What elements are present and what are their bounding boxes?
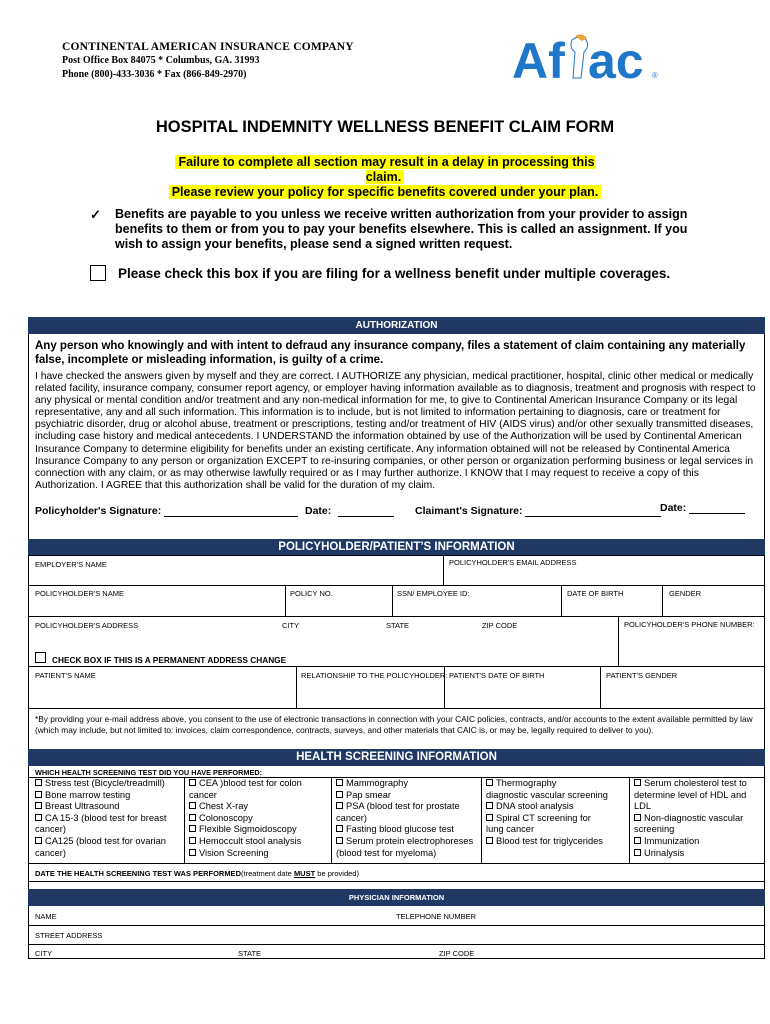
grid-line bbox=[561, 585, 562, 616]
test-option-cont: screening bbox=[634, 824, 675, 835]
assignment-note bbox=[90, 207, 695, 252]
relationship-field[interactable]: RELATIONSHIP TO THE POLICYHOLDER: bbox=[301, 671, 448, 680]
checkbox-icon[interactable] bbox=[35, 814, 42, 821]
permanent-address-label: CHECK BOX IF THIS IS A PERMANENT ADDRESS CHANGE bbox=[52, 655, 287, 665]
screening-col-3 bbox=[336, 778, 473, 859]
grid-line bbox=[28, 585, 765, 586]
test-option[interactable]: Spiral CT screening for bbox=[486, 813, 608, 825]
date-2-line[interactable] bbox=[689, 504, 745, 514]
test-option-cont: diagnostic vascular screening bbox=[486, 789, 608, 800]
warning-notice bbox=[155, 155, 615, 200]
warning-line-2: Please review your policy for specific benefits covered under your plan. bbox=[169, 185, 602, 199]
grid-line bbox=[331, 777, 332, 863]
test-option[interactable]: Colonoscopy bbox=[189, 813, 302, 825]
test-option[interactable]: Serum protein electrophoreses bbox=[336, 836, 473, 848]
test-option[interactable]: Breast Ultrasound bbox=[35, 801, 166, 813]
screening-col-2 bbox=[189, 778, 302, 859]
test-option-cont: lung cancer bbox=[486, 824, 535, 835]
zip-field[interactable]: ZIP CODE bbox=[482, 621, 518, 630]
company-header bbox=[62, 40, 354, 82]
grid-line bbox=[28, 944, 765, 945]
test-option[interactable]: Blood test for triglycerides bbox=[486, 836, 608, 848]
test-option[interactable]: PSA (blood test for prostate bbox=[336, 801, 473, 813]
test-option-cont: cancer) bbox=[35, 824, 67, 835]
grid-line bbox=[662, 585, 663, 616]
warning-line-1: Failure to complete all section may result in a delay in processing this claim. bbox=[175, 155, 594, 184]
multiple-coverages-checkbox[interactable] bbox=[90, 265, 106, 281]
email-field[interactable]: POLICYHOLDER'S EMAIL ADDRESS bbox=[449, 558, 577, 567]
test-option[interactable]: Non-diagnostic vascular bbox=[634, 813, 747, 825]
physician-city-field[interactable]: CITY bbox=[35, 949, 53, 958]
grid-line bbox=[392, 585, 393, 616]
checkbox-icon[interactable] bbox=[486, 779, 493, 786]
grid-line bbox=[28, 616, 765, 617]
phone-field[interactable]: POLICYHOLDER'S PHONE NUMBER: bbox=[624, 620, 755, 629]
checkbox-icon[interactable] bbox=[35, 779, 42, 786]
grid-line bbox=[184, 777, 185, 863]
date-1-row bbox=[305, 505, 394, 517]
test-option[interactable]: Fasting blood glucose test bbox=[336, 824, 473, 836]
physician-zip-field[interactable]: ZIP CODE bbox=[439, 949, 475, 958]
test-option[interactable]: Mammography bbox=[336, 778, 473, 790]
grid-line bbox=[296, 666, 297, 708]
policyholder-header: POLICYHOLDER/PATIENT’S INFORMATION bbox=[28, 539, 765, 555]
checkbox-icon[interactable] bbox=[336, 791, 343, 798]
city-field[interactable]: CITY bbox=[282, 621, 300, 630]
policyholder-signature-label: Policyholder's Signature: bbox=[35, 505, 162, 517]
policyholder-name-field[interactable]: POLICYHOLDER'S NAME bbox=[35, 589, 124, 598]
grid-line bbox=[618, 616, 619, 666]
date-2-label: Date: bbox=[660, 502, 687, 514]
checkbox-icon[interactable] bbox=[336, 825, 343, 832]
grid-line bbox=[28, 881, 765, 882]
test-option-cont: cancer) bbox=[35, 847, 67, 858]
policyholder-signature-row bbox=[35, 505, 298, 517]
test-option[interactable]: Flexible Sigmoidoscopy bbox=[189, 824, 302, 836]
test-option-cont: determine level of HDL and bbox=[634, 789, 747, 800]
claimant-signature-row bbox=[415, 505, 661, 517]
test-option[interactable]: CA 15-3 (blood test for breast bbox=[35, 813, 166, 825]
checkmark-icon: ✓ bbox=[90, 207, 101, 222]
test-option[interactable]: Vision Screening bbox=[189, 848, 302, 860]
checkbox-icon[interactable] bbox=[486, 814, 493, 821]
test-option[interactable]: CEA )blood test for colon bbox=[189, 778, 302, 790]
policyholder-signature-line[interactable] bbox=[164, 507, 298, 517]
checkbox-icon[interactable] bbox=[189, 814, 196, 821]
checkbox-icon[interactable] bbox=[634, 837, 641, 844]
company-name: CONTINENTAL AMERICAN INSURANCE COMPANY bbox=[62, 41, 354, 53]
test-option[interactable]: CA125 (blood test for ovarian bbox=[35, 836, 166, 848]
physician-name-field[interactable]: NAME bbox=[35, 912, 57, 921]
test-option-cont: (blood test for myeloma) bbox=[336, 847, 437, 858]
email-consent-note: *By providing your e-mail address above, you consent to the use of electronic transactions in connection with your CAIC policies, contracts, and/or accounts to the extent available permitted by law (which may include, but not limited to: invoices, claim correspondence, contracts, surveys, and other materials that CAIC is, or may be, legally required to deliver to you). bbox=[35, 714, 753, 735]
grid-line bbox=[481, 777, 482, 863]
checkbox-icon[interactable] bbox=[336, 802, 343, 809]
address-field[interactable]: POLICYHOLDER'S ADDRESS bbox=[35, 621, 139, 630]
grid-line bbox=[443, 555, 444, 585]
physician-street-field[interactable]: STREET ADDRESS bbox=[35, 931, 103, 940]
gender-field[interactable]: GENDER bbox=[669, 589, 702, 598]
test-option-cont: cancer) bbox=[336, 812, 368, 823]
checkbox-icon[interactable] bbox=[634, 814, 641, 821]
checkbox-icon[interactable] bbox=[189, 849, 196, 856]
test-option[interactable]: Stress test (Bicycle/treadmill) bbox=[35, 778, 166, 790]
test-option-cont: LDL bbox=[634, 801, 652, 812]
checkbox-icon[interactable] bbox=[189, 779, 196, 786]
test-option[interactable]: Pap smear bbox=[336, 790, 473, 802]
checkbox-icon[interactable] bbox=[486, 802, 493, 809]
authorization-body: I have checked the answers given by myself and they are correct. I AUTHORIZE any physician, medical practitioner, hospital, clinic other medical or medically related facility, insurance company, consumer report agency, or employer having information available as to diagnosis, treatment and prognosis with respect to any physical or mental condition and/or treatment and any non-medical information for me, to give to Continental American Insurance Company or its legal representative, any and all such information. This information is to include, but is not limited to information pertaining to diagnosis, care or treatment for psychiatric disorder, drug or alcohol abuse, treatment or prescriptions, testing and/or treatment of HIV (AIDS virus) and/or other sexually transmitted diseases, including case history and medical antecedents. I UNDERSTAND the information obtained by use of the Authorization will be used by Continental American Insurance Company to determine eligibility for benefits under an existing certificate. Any information obtained will not be released by Continental America Insurance Company to any person or organization EXCEPT to re-insuring companies, or other person or organization performing business or legal services in connection with any claim, or as may otherwise lawfully required or as I may further authorize. I KNOW that I may request to receive a copy of this Authorization. I AGREE that this authorization shall be valid for the duration of my claim. bbox=[35, 371, 756, 491]
grid-line bbox=[28, 708, 765, 709]
test-option[interactable]: Urinalysis bbox=[634, 848, 747, 860]
state-field[interactable]: STATE bbox=[386, 621, 410, 630]
grid-line bbox=[600, 666, 601, 708]
claimant-signature-label: Claimant's Signature: bbox=[415, 505, 523, 517]
screening-header: HEALTH SCREENING INFORMATION bbox=[28, 749, 765, 766]
date-1-label: Date: bbox=[305, 505, 332, 517]
dob-field[interactable]: DATE OF BIRTH bbox=[567, 589, 624, 598]
screening-date-label: DATE THE HEALTH SCREENING TEST WAS PERFORMED bbox=[35, 869, 241, 878]
multiple-coverages-label: Please check this box if you are filing for a wellness benefit under multiple coverages. bbox=[118, 265, 671, 281]
date-2-row bbox=[660, 502, 745, 514]
grid-line bbox=[629, 777, 630, 863]
physician-state-field[interactable]: STATE bbox=[238, 949, 262, 958]
checkbox-icon[interactable] bbox=[634, 849, 641, 856]
test-option[interactable]: Bone marrow testing bbox=[35, 790, 166, 802]
screening-col-1 bbox=[35, 778, 166, 859]
physician-header: PHYSICIAN INFORMATION bbox=[28, 889, 765, 906]
test-option[interactable]: Hemoccult stool analysis bbox=[189, 836, 302, 848]
patient-dob-field[interactable]: PATIENT'S DATE OF BIRTH bbox=[449, 671, 545, 680]
physician-telephone-field[interactable]: TELEPHONE NUMBER bbox=[396, 912, 477, 921]
test-option[interactable]: DNA stool analysis bbox=[486, 801, 608, 813]
aflac-logo bbox=[512, 30, 662, 86]
fraud-warning: Any person who knowingly and with intent to defraud any insurance company, files a statement of claim containing any materially false, incomplete or misleading information, is guilty of a crime. bbox=[35, 340, 746, 366]
authorization-header: AUTHORIZATION bbox=[28, 317, 765, 334]
checkbox-icon[interactable] bbox=[336, 837, 343, 844]
company-address: Post Office Box 84075 * Columbus, GA. 31993 bbox=[62, 55, 260, 66]
screening-col-5 bbox=[634, 778, 747, 859]
checkbox-icon[interactable] bbox=[189, 837, 196, 844]
policy-no-field[interactable]: POLICY NO. bbox=[290, 589, 333, 598]
grid-line bbox=[28, 666, 765, 667]
patient-gender-field[interactable]: PATIENT'S GENDER bbox=[606, 671, 678, 680]
test-option[interactable]: Thermography bbox=[486, 778, 608, 790]
test-option-cont: cancer bbox=[189, 789, 217, 800]
grid-line bbox=[285, 585, 286, 616]
test-option[interactable]: Serum cholesterol test to bbox=[634, 778, 747, 790]
grid-line bbox=[28, 555, 765, 556]
grid-line bbox=[28, 925, 765, 926]
date-1-line[interactable] bbox=[338, 507, 394, 517]
ssn-field[interactable]: SSN/ EMPLOYEE ID: bbox=[397, 589, 470, 598]
checkbox-icon[interactable] bbox=[35, 791, 42, 798]
employer-name-field[interactable]: EMPLOYER'S NAME bbox=[35, 560, 107, 569]
checkbox-icon[interactable] bbox=[35, 837, 42, 844]
test-option[interactable]: Chest X-ray bbox=[189, 801, 302, 813]
assignment-text: Benefits are payable to you unless we receive written authorization from your provider to assign benefits to them or from you to pay your benefits elsewhere. This is called an assignment. If you wish to assign your benefits, please send a signed written request. bbox=[115, 207, 688, 251]
svg-text:ac: ac bbox=[588, 33, 644, 86]
checkbox-icon[interactable] bbox=[189, 825, 196, 832]
screening-question: WHICH HEALTH SCREENING TEST DID YOU HAVE PERFORMED: bbox=[35, 768, 263, 777]
screening-date-field[interactable]: DATE THE HEALTH SCREENING TEST WAS PERFORMED(treatment date MUST be provided) bbox=[35, 869, 359, 878]
test-option[interactable]: Immunization bbox=[634, 836, 747, 848]
checkbox-icon[interactable] bbox=[634, 779, 641, 786]
svg-text:Af: Af bbox=[512, 33, 565, 86]
form-title: HOSPITAL INDEMNITY WELLNESS BENEFIT CLAIM FORM bbox=[155, 118, 615, 136]
multiple-coverages-row bbox=[90, 265, 670, 281]
claimant-signature-line[interactable] bbox=[525, 507, 661, 517]
checkbox-icon[interactable] bbox=[35, 802, 42, 809]
checkbox-icon[interactable] bbox=[336, 779, 343, 786]
grid-line bbox=[28, 863, 765, 864]
permanent-address-checkbox[interactable] bbox=[35, 652, 46, 663]
checkbox-icon[interactable] bbox=[486, 837, 493, 844]
patient-name-field[interactable]: PATIENT'S NAME bbox=[35, 671, 96, 680]
svg-text:®: ® bbox=[652, 71, 658, 80]
screening-col-4 bbox=[486, 778, 608, 848]
checkbox-icon[interactable] bbox=[189, 802, 196, 809]
company-phone: Phone (800)-433-3036 * Fax (866-849-2970) bbox=[62, 69, 247, 80]
